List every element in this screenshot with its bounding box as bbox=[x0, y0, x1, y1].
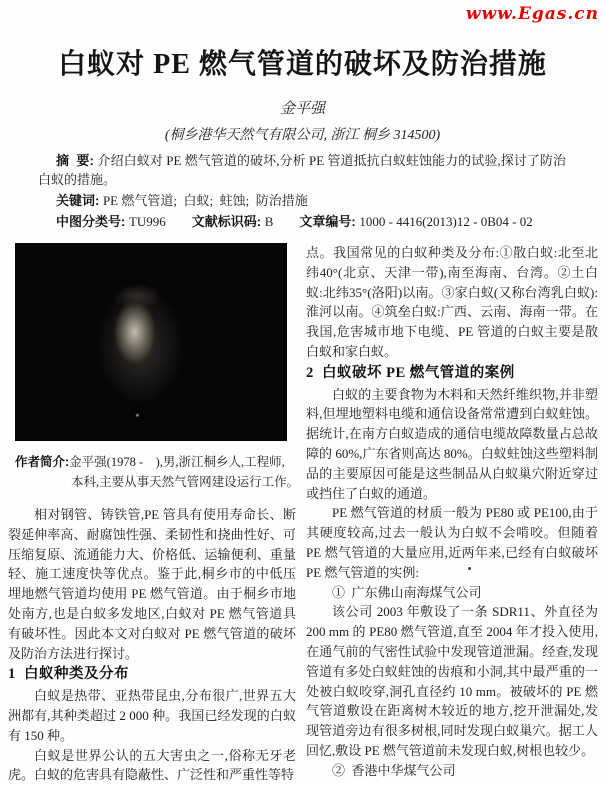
abstract-label: 摘 要: bbox=[56, 153, 98, 168]
author-bio-label: 作者简介: bbox=[15, 455, 70, 469]
termite-food-paragraph: 白蚁的主要食物为木料和天然纤维织物,并非塑料,但埋地塑料电缆和通信设备常常遭到白蚁蛀蚀。据统计,在南方白蚁造成的通信电缆故障数量占总故障的 60%,广东省则高达 80%。白蚁蛀蚀这些塑料制品的主要原因可能是这些制品从白蚁巢穴附近穿过或挡住了白蚁的通道。 bbox=[306, 386, 598, 501]
termite-species-paragraph: 白蚁是热带、亚热带昆虫,分布很广,世界五大洲都有,其种类超过 2 000 种。我国已经发现的白蚁有 150 种。 bbox=[8, 688, 296, 743]
section-1-heading: 1 白蚁种类及分布 bbox=[8, 666, 129, 683]
termite-hazard-paragraph: 白蚁是世界公认的五大害虫之一,俗称无牙老虎。白蚁的危害具有隐蔽性、广泛性和严重性等特 bbox=[8, 747, 296, 783]
site-watermark: www.Egas.cn bbox=[465, 4, 599, 24]
abstract bbox=[38, 151, 566, 189]
case-1-paragraph: 该公司 2003 年敷设了一条 SDR11、外直径为 200 mm 的 PE80 燃气管道,直至 2004 年才投入使用,在通气前的气密性试验中发现管道泄漏。经查,发现管道有多处白蚁蛀蚀的齿痕和小洞,其中最严重的一处被白蚁咬穿,洞孔直径约 10 mm。被破坏的 PE 燃气管道敷设在距离树木较近的地方,挖开泄漏处,发现管道旁边有很多树根,同时发现白蚁巢穴。据工人回忆,敷设 PE 燃气管道前未发现白蚁,树根也较少。 bbox=[306, 604, 598, 758]
section-2-heading: 2 白蚁破坏 PE 燃气管道的案例 bbox=[306, 364, 515, 381]
keywords bbox=[38, 191, 566, 210]
case-2-title: ② 香港中华煤气公司 bbox=[332, 762, 456, 778]
author-name: 金平强 bbox=[279, 101, 325, 117]
keywords-label: 关键词: bbox=[56, 193, 103, 208]
author-affiliation: (桐乡港华天然气有限公司, 浙江 桐乡 314500) bbox=[164, 128, 441, 143]
abstract-text: 介绍白蚁对 PE 燃气管道的破坏,分析 PE 管道抵抗白蚁蛀蚀能力的试验,探讨了防治白蚁的措施。 bbox=[38, 153, 567, 187]
termite-distribution-paragraph: 点。我国常见的白蚁种类及分布:①散白蚁:北至北纬40°(北京、天津一带),南至海南、台湾。②土白蚁:北纬35°(洛阳)以南。③家白蚁(又称台湾乳白蚁):淮河以南。④筑垒白蚁:广西、云南、海南一带。在我国,危害城市地下电缆、PE 管道的白蚁主要是散白蚁和家白蚁。 bbox=[306, 245, 598, 359]
pe-material-paragraph: PE 燃气管道的材质一般为 PE80 或 PE100,由于其硬度较高,过去一般认为白蚁不会啃咬。但随着 PE 燃气管道的大量应用,近两年来,已经有白蚁破坏 PE 燃气管道的实例: bbox=[306, 505, 598, 580]
left-column bbox=[8, 243, 300, 785]
author-bio-line1: 金平强(1978 - ),男,浙江桐乡人,工程师, bbox=[69, 455, 285, 469]
author-bio bbox=[15, 452, 349, 492]
clc-number: 中图分类号: TU996 bbox=[56, 214, 166, 229]
right-column bbox=[306, 243, 598, 781]
intro-paragraph: 相对钢管、铸铁管,PE 管具有使用寿命长、断裂延伸率高、耐腐蚀性强、柔韧性和挠曲性好、可压缩复原、流通能力大、价格低、运输便利、重量轻、施工速度快等优点。鉴于此,桐乡市的中低压埋地燃气管道均使用 PE 燃气管道。由于桐乡市地处南方,也是白蚁多发地区,白蚁对 PE 燃气管道具有破坏性。因此本文对白蚁对 PE 燃气管道的破坏及防治方法进行探讨。 bbox=[8, 507, 296, 661]
document-code: 文献标识码: B bbox=[191, 214, 274, 229]
paper-header bbox=[0, 42, 605, 144]
author-photo bbox=[15, 243, 287, 441]
article-id: 文章编号: 1000 - 4416(2013)12 - 0B04 - 02 bbox=[299, 214, 533, 229]
identifiers-row bbox=[38, 212, 566, 231]
paper-meta bbox=[38, 151, 566, 231]
author-bio-line2: 本科,主要从事天然气管网建设运行工作。 bbox=[71, 475, 300, 489]
paper-title: 白蚁对 PE 燃气管道的破坏及防治措施 bbox=[58, 49, 547, 80]
scan-artifact-dot bbox=[468, 567, 471, 570]
keywords-text: PE 燃气管道; 白蚁; 蛀蚀; 防治措施 bbox=[102, 193, 308, 208]
case-1-title: ① 广东佛山南海煤气公司 bbox=[332, 584, 482, 600]
